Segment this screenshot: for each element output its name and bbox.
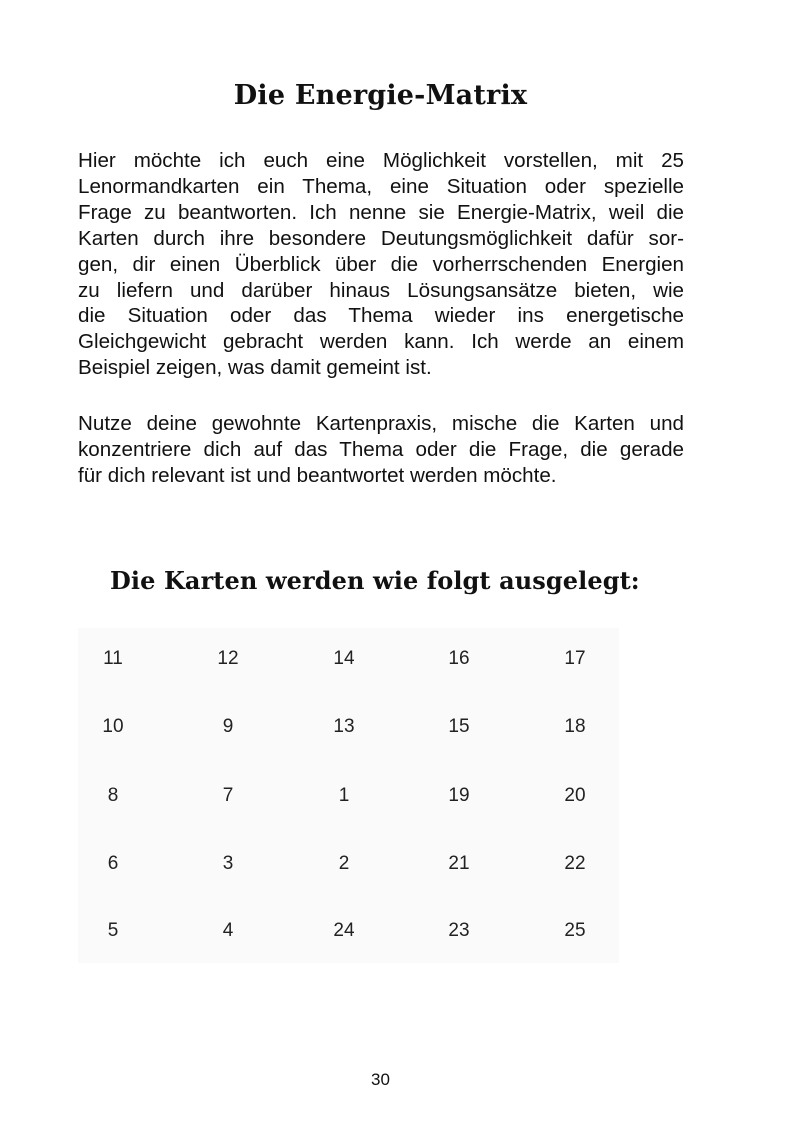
card-position: 22	[564, 853, 586, 874]
card-position: 20	[564, 785, 586, 806]
card-position: 11	[103, 648, 123, 669]
card-position: 24	[333, 920, 355, 941]
card-position: 15	[448, 716, 470, 737]
card-position: 14	[333, 648, 355, 669]
card-position: 7	[222, 785, 234, 806]
text-line: konzentriere dich auf das Thema oder die Frage, die gerade	[78, 437, 684, 461]
card-layout-grid	[78, 628, 619, 963]
text-line: gen, dir einen Überblick über die vorherrschenden Energien	[78, 252, 684, 276]
card-position: 2	[338, 853, 350, 874]
text-line: Frage zu beantworten. Ich nenne sie Energie-Matrix, weil die	[78, 200, 684, 224]
card-position: 10	[102, 716, 124, 737]
text-line: Gleichgewicht gebracht werden kann. Ich werde an einem	[78, 330, 684, 354]
instruction-paragraph	[78, 411, 684, 489]
text-line: zu liefern und darüber hinaus Lösungsansätze bieten, wie	[78, 278, 684, 302]
card-position: 1	[338, 785, 350, 806]
card-position: 23	[448, 920, 470, 941]
layout-heading: Die Karten werden wie folgt ausgelegt:	[110, 566, 640, 595]
text-line: Hier möchte ich euch eine Möglichkeit vorstellen, mit 25	[78, 149, 684, 172]
card-position: 8	[107, 785, 119, 806]
card-position: 9	[222, 716, 234, 737]
card-position: 13	[333, 716, 355, 737]
card-position: 12	[217, 648, 239, 669]
card-position: 19	[448, 785, 470, 806]
text-line: Nutze deine gewohnte Kartenpraxis, mische die Karten und	[78, 412, 684, 435]
text-line: für dich relevant ist und beantwortet werden möchte.	[78, 463, 557, 487]
intro-paragraph	[78, 148, 684, 381]
card-position: 21	[448, 853, 470, 874]
text-line: Karten durch ihre besondere Deutungsmöglichkeit dafür sor-	[78, 226, 684, 250]
card-position: 16	[448, 648, 470, 669]
page-title: Die Energie-Matrix	[233, 80, 528, 111]
card-position: 6	[107, 853, 119, 874]
text-line: Beispiel zeigen, was damit gemeint ist.	[78, 356, 432, 380]
card-position: 17	[564, 648, 586, 669]
page-number: 30	[371, 1070, 390, 1089]
card-position: 5	[107, 920, 119, 941]
card-position: 18	[564, 716, 586, 737]
text-line: Lenormandkarten ein Thema, eine Situation oder spezielle	[78, 174, 684, 198]
card-position: 3	[222, 853, 234, 874]
text-line: die Situation oder das Thema wieder ins energetische	[78, 304, 684, 328]
card-position: 25	[564, 920, 586, 941]
card-position: 4	[222, 920, 234, 941]
